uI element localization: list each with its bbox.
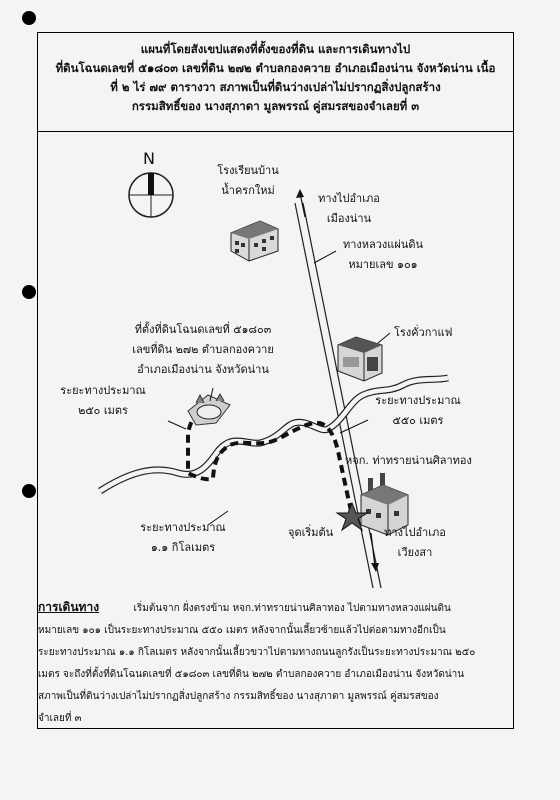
- leader-250: [168, 421, 186, 429]
- distance-550-label: ระยะทางประมาณ ๕๕๐ เมตร: [375, 394, 461, 427]
- to-wiangsa-label: ทางไปอำเภอ เวียงสา: [384, 526, 446, 559]
- header-line-3: ที่ ๒ ไร่ ๗๙ ตารางวา สภาพเป็นที่ดินว่างเปล่าไม่ปรากฏสิ่งปลูกสร้าง: [110, 80, 441, 94]
- distance-250-label: ระยะทางประมาณ ๒๕๐ เมตร: [60, 384, 146, 417]
- route-heading: การเดินทาง: [38, 600, 100, 614]
- coffee-factory-icon: [338, 337, 382, 381]
- route-line-2: หมายเลข ๑๐๑ เป็นระยะทางประมาณ ๕๕๐ เมตร หลังจากนั้นเลี้ยวซ้ายแล้วไปต่อตามทางอีกเป็น: [38, 625, 446, 636]
- route-line-6: จำเลยที่ ๓: [38, 713, 82, 724]
- punch-hole-top: [22, 11, 36, 25]
- start-point-label: จุดเริ่มต้น: [288, 526, 334, 539]
- header-line-2: ที่ดินโฉนดเลขที่ ๕๑๘๐๓ เลขที่ดิน ๒๗๒ ตำบลกองควาย อำเภอเมืองน่าน จังหวัดน่าน เนื้อ: [55, 61, 496, 75]
- leader-coffee: [378, 333, 390, 343]
- map-header: [37, 32, 514, 132]
- compass-n-label: N: [143, 149, 155, 168]
- site-label: ที่ตั้งที่ดินโฉนดเลขที่ ๕๑๘๐๓ เลขที่ดิน ๒๗๒ ตำบลกองควาย อำเภอเมืองน่าน จังหวัดน่าน: [132, 323, 274, 376]
- school-building-icon: [231, 221, 278, 261]
- school-label: โรงเรียนบ้าน น้ำครกใหม่: [217, 164, 279, 197]
- header-line-1: แผนที่โดยสังเขปแสดงที่ตั้งของที่ดิน และการเดินทางไป: [140, 42, 411, 56]
- route-description: [38, 596, 508, 730]
- highway-label: ทางหลวงแผ่นดิน หมายเลข ๑๐๑: [342, 238, 424, 271]
- compass-icon: [129, 173, 173, 217]
- route-line-4: เมตร จะถึงที่ตั้งที่ดินโฉนดเลขที่ ๕๑๘๐๓ เลขที่ดิน ๒๗๒ ตำบลกองควาย อำเภอเมืองน่าน จังหวัดน่าน: [38, 669, 465, 680]
- header-line-4: กรรมสิทธิ์ของ นางสุภาดา มูลพรรณ์ คู่สมรสของจำเลยที่ ๓: [131, 99, 420, 113]
- punch-hole-bottom: [22, 484, 36, 498]
- partnership-label: หจก. ท่าทรายน่านศิลาทอง: [345, 454, 472, 467]
- punch-hole-middle: [22, 285, 36, 299]
- route-line-1: เริ่มต้นจาก ฝั่งตรงข้าม หจก.ท่าทรายน่านศิลาทอง ไปตามทางหลวงแผ่นดิน: [133, 603, 451, 614]
- coffee-factory-label: โรงคั่วกาแฟ: [394, 326, 453, 339]
- sketch-map: [38, 133, 513, 593]
- to-mueang-label: ทางไปอำเภอ เมืองน่าน: [318, 192, 380, 225]
- route-line-5: สภาพเป็นที่ดินว่างเปล่าไม่ปรากฏสิ่งปลูกสร้าง กรรมสิทธิ์ของ นางสุภาดา มูลพรรณ์ คู่สมรสของ: [38, 691, 439, 702]
- land-parcel-icon: [188, 394, 230, 425]
- route-line-3: ระยะทางประมาณ ๑.๑ กิโลเมตร หลังจากนั้นเลี้ยวขวาไปตามทางถนนลูกรังเป็นระยะทางประมาณ ๒๕๐: [38, 647, 476, 658]
- distance-1-1km-label: ระยะทางประมาณ ๑.๑ กิโลเมตร: [140, 521, 226, 554]
